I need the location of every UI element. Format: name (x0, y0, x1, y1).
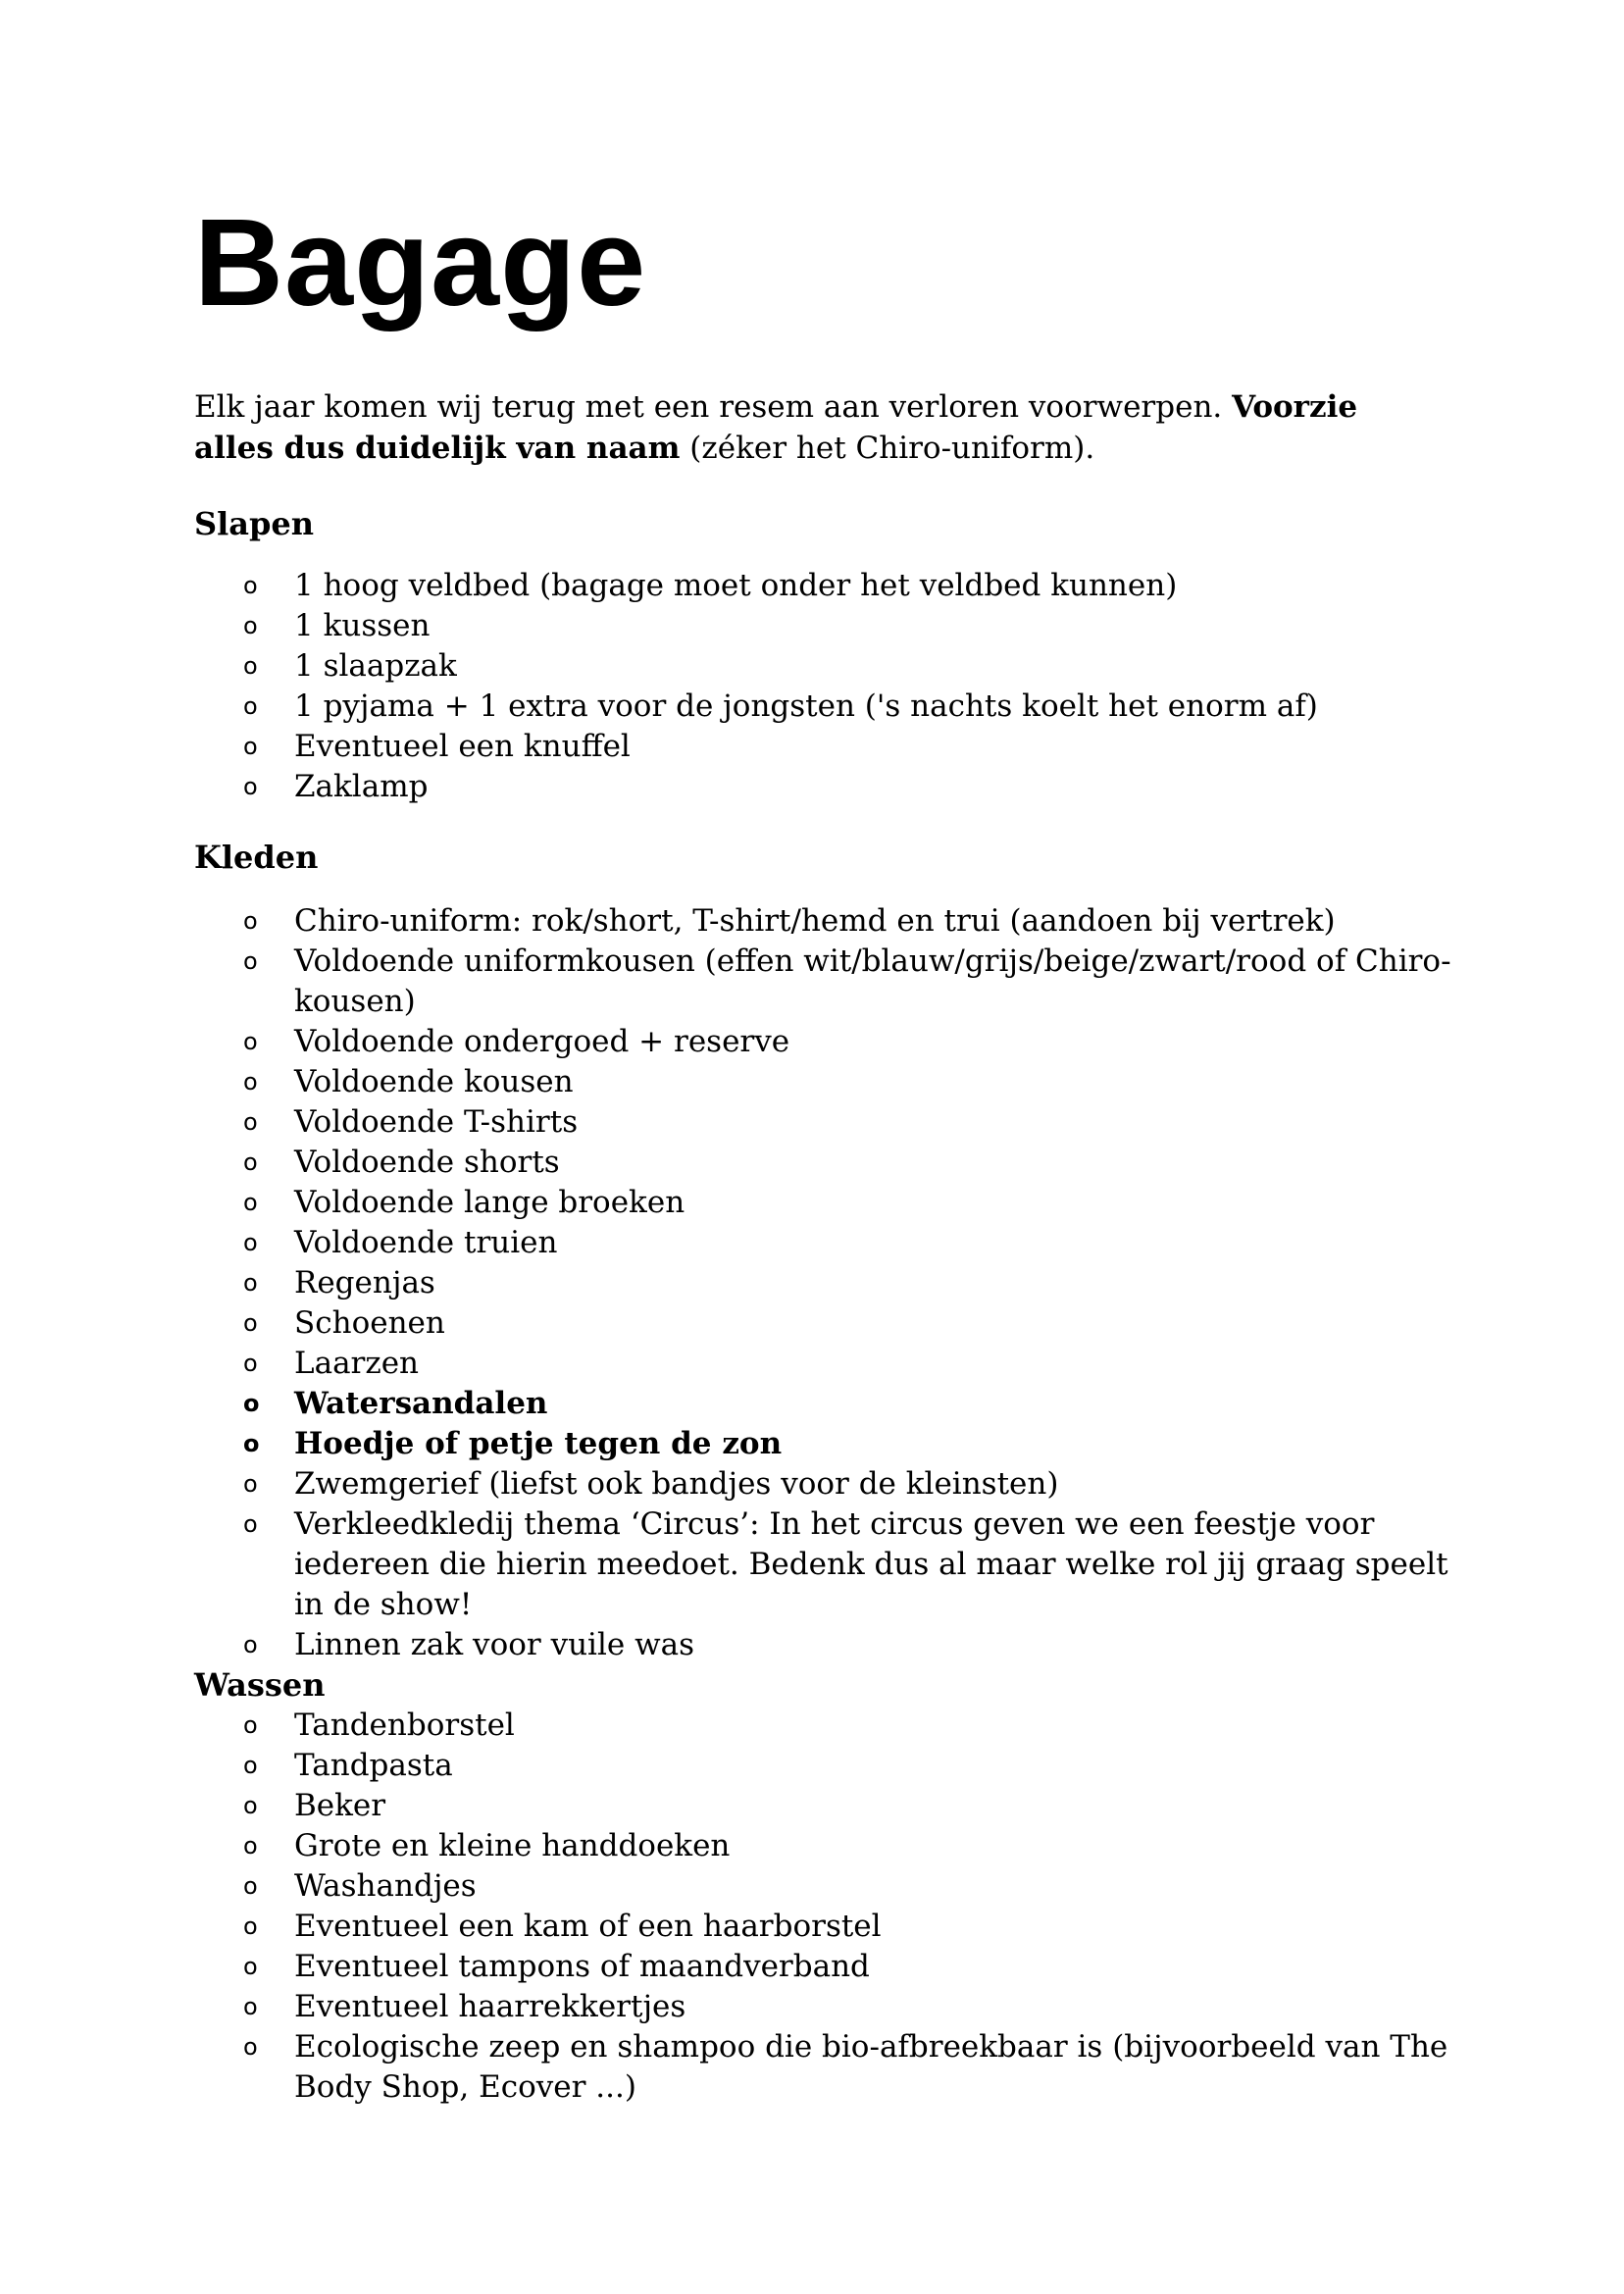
list-item-text: Eventueel een kam of een haarborstel (294, 1909, 882, 1944)
list-item-text: Eventueel haarrekkertjes (294, 1989, 686, 2024)
list-item (194, 1706, 1469, 1746)
checklist (194, 1706, 1469, 2108)
circle-bullet-icon: o (243, 1993, 258, 2020)
circle-bullet-icon: o (243, 1350, 258, 1377)
circle-bullet-icon: o (243, 1390, 260, 1417)
intro-text-end: (zéker het Chiro-uniform). (680, 431, 1095, 466)
list-item (194, 1947, 1469, 1987)
list-item (194, 687, 1469, 727)
list-item-text: Regenjas (294, 1265, 435, 1300)
list-item-text: Voldoende truien (294, 1225, 558, 1260)
list-item (194, 566, 1469, 606)
intro-paragraph (194, 386, 1430, 469)
list-item (194, 1866, 1469, 1907)
circle-bullet-icon: o (243, 572, 258, 599)
list-item-text: Voldoende ondergoed + reserve (294, 1024, 790, 1059)
list-item (194, 767, 1469, 807)
section-heading: Kleden (194, 839, 319, 876)
circle-bullet-icon: o (243, 1028, 258, 1055)
list-item-text: Washandjes (294, 1868, 477, 1904)
list-item-text: Zaklamp (294, 769, 429, 804)
list-item (194, 1263, 1469, 1303)
circle-bullet-icon: o (243, 1912, 258, 1940)
circle-bullet-icon: o (243, 612, 258, 639)
circle-bullet-icon: o (243, 733, 258, 760)
list-item-text: 1 slaapzak (294, 648, 457, 684)
circle-bullet-icon: o (243, 1510, 258, 1538)
list-item-text: Watersandalen (294, 1386, 548, 1421)
list-item (194, 2027, 1469, 2108)
circle-bullet-icon: o (243, 1269, 258, 1297)
page-title: Bagage (194, 193, 647, 331)
circle-bullet-icon: o (243, 1470, 258, 1498)
list-item (194, 1143, 1469, 1183)
list-item-text: 1 kussen (294, 608, 431, 643)
list-item-text: Voldoende shorts (294, 1145, 560, 1180)
circle-bullet-icon: o (243, 1108, 258, 1136)
list-item-text: Linnen zak voor vuile was (294, 1627, 694, 1662)
section-heading: Wassen (194, 1666, 326, 1704)
list-item (194, 727, 1469, 767)
list-item (194, 1062, 1469, 1102)
list-item (194, 646, 1469, 687)
list-item (194, 1987, 1469, 2027)
list-item (194, 1625, 1469, 1665)
list-item (194, 1504, 1469, 1625)
list-item-text: Zwemgerief (liefst ook bandjes voor de kleinsten) (294, 1466, 1059, 1502)
list-item-text: Tandpasta (294, 1748, 453, 1783)
list-item (194, 1344, 1469, 1384)
list-item-text: Beker (294, 1788, 386, 1823)
checklist (194, 566, 1469, 807)
list-item-text: Tandenborstel (294, 1708, 515, 1743)
section-kleden (194, 837, 1469, 1665)
circle-bullet-icon: o (243, 947, 258, 975)
circle-bullet-icon: o (243, 773, 258, 800)
list-item-text: Voldoende kousen (294, 1064, 574, 1099)
intro-emphasis: Voorzie alles dus duidelijk van naam (194, 389, 1358, 466)
circle-bullet-icon: o (243, 652, 258, 680)
circle-bullet-icon: o (243, 907, 258, 935)
list-item (194, 606, 1469, 646)
list-item (194, 1303, 1469, 1344)
circle-bullet-icon: o (243, 1430, 260, 1457)
list-item (194, 1424, 1469, 1464)
circle-bullet-icon: o (243, 1832, 258, 1860)
list-item (194, 942, 1469, 1022)
circle-bullet-icon: o (243, 1792, 258, 1819)
list-item-text: Hoedje of petje tegen de zon (294, 1426, 783, 1461)
list-item-text: Voldoende lange broeken (294, 1185, 685, 1220)
list-item-text: 1 pyjama + 1 extra voor de jongsten ('s nachts koelt het enorm af) (294, 688, 1318, 724)
list-item (194, 1464, 1469, 1504)
circle-bullet-icon: o (243, 1148, 258, 1176)
list-item (194, 1102, 1469, 1143)
list-item-text: Voldoende uniformkousen (effen wit/blauw/grijs/beige/zwart/rood of Chiro-kousen) (294, 943, 1451, 1019)
section-heading: Slapen (194, 505, 314, 542)
circle-bullet-icon: o (243, 1631, 258, 1658)
list-item (194, 1183, 1469, 1223)
checklist (194, 901, 1469, 1665)
section-slapen (194, 503, 1469, 807)
list-item-text: Voldoende T-shirts (294, 1104, 579, 1140)
list-item-text: 1 hoog veldbed (bagage moet onder het veldbed kunnen) (294, 568, 1178, 603)
list-item (194, 1746, 1469, 1786)
list-item-text: Schoenen (294, 1305, 445, 1341)
list-item-text: Ecologische zeep en shampoo die bio-afbreekbaar is (bijvoorbeeld van The Body Shop, Ecover ...) (294, 2029, 1448, 2105)
circle-bullet-icon: o (243, 1309, 258, 1337)
list-item-text: Grote en kleine handdoeken (294, 1828, 731, 1863)
circle-bullet-icon: o (243, 1953, 258, 1980)
list-item (194, 1223, 1469, 1263)
list-item-text: Verkleedkledij thema ‘Circus’: In het circus geven we een feestje voor iedereen die hierin meedoet. Bedenk dus al maar welke rol jij graag speelt in de show! (294, 1506, 1448, 1622)
list-item (194, 1384, 1469, 1424)
circle-bullet-icon: o (243, 1229, 258, 1256)
list-item (194, 1826, 1469, 1866)
list-item (194, 1786, 1469, 1826)
circle-bullet-icon: o (243, 2033, 258, 2061)
list-item-text: Chiro-uniform: rok/short, T-shirt/hemd en trui (aandoen bij vertrek) (294, 903, 1336, 939)
circle-bullet-icon: o (243, 1189, 258, 1216)
circle-bullet-icon: o (243, 1711, 258, 1739)
circle-bullet-icon: o (243, 1872, 258, 1900)
list-item-text: Eventueel een knuffel (294, 729, 631, 764)
list-item (194, 1022, 1469, 1062)
circle-bullet-icon: o (243, 692, 258, 720)
list-item-text: Eventueel tampons of maandverband (294, 1949, 870, 1984)
section-wassen (194, 1664, 1469, 2108)
list-item (194, 901, 1469, 942)
circle-bullet-icon: o (243, 1068, 258, 1096)
list-item-text: Laarzen (294, 1346, 420, 1381)
intro-text: Elk jaar komen wij terug met een resem aan verloren voorwerpen. (194, 389, 1233, 425)
circle-bullet-icon: o (243, 1752, 258, 1779)
list-item (194, 1907, 1469, 1947)
